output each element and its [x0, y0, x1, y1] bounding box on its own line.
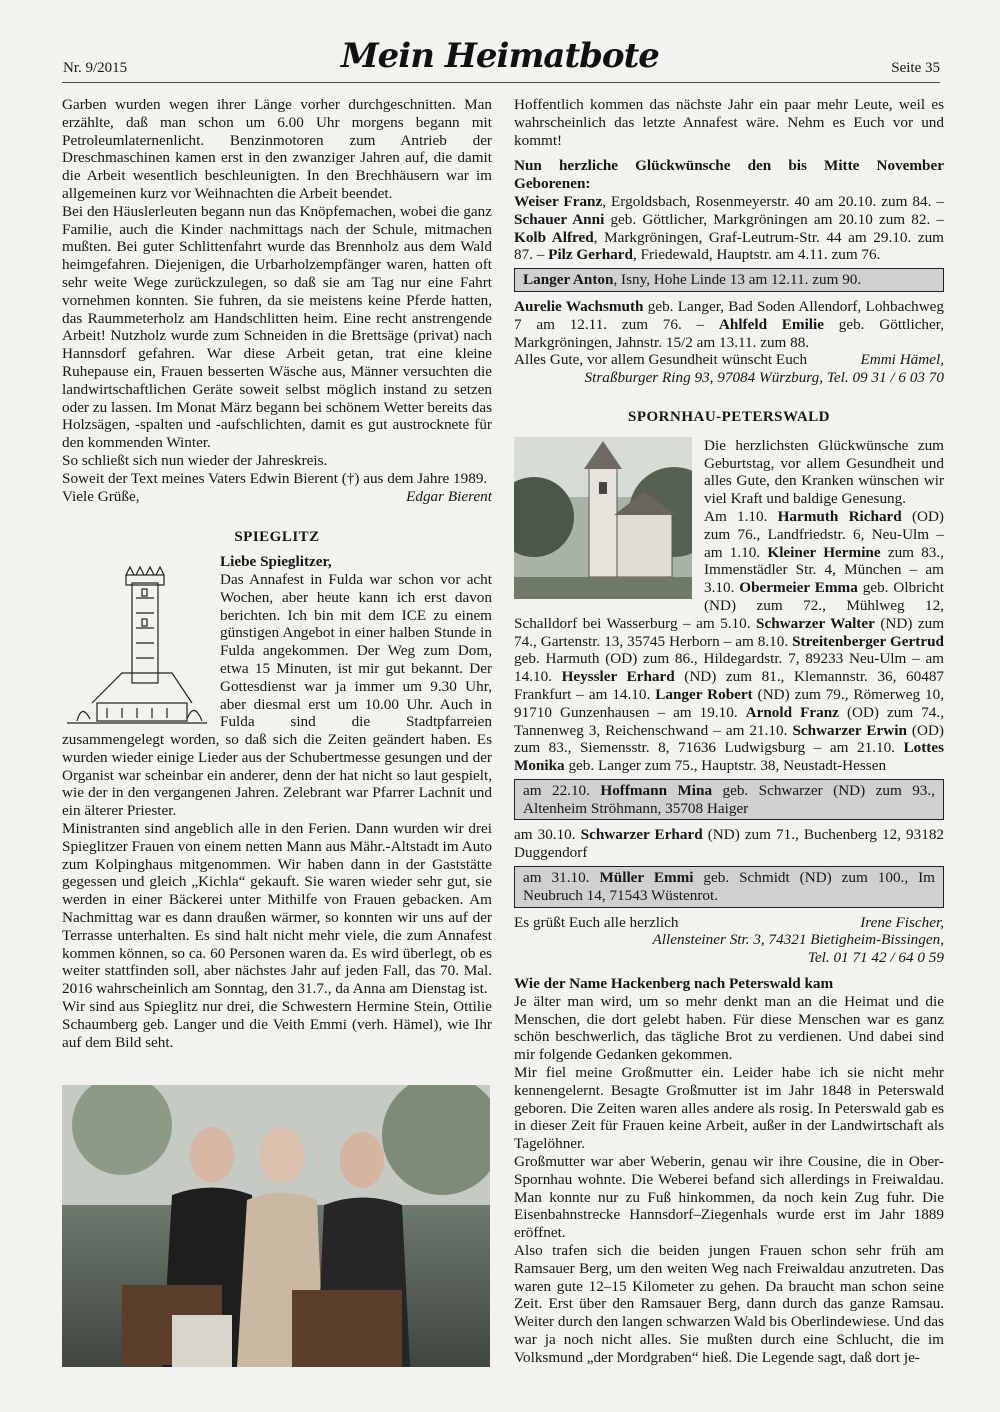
birthday-text: (OD) zum 74., Tannenweg 3, Reichenschwand – am 21.10. [514, 703, 944, 739]
birthday-text: geb. Göttlicher, Markgröningen am 20.10 zum 82. – [604, 210, 945, 228]
highlight-box [514, 866, 944, 908]
birthday-text: (ND) zum 81., Klemannstr. 36, 60487 Frankfurt – am 14.10. [514, 668, 945, 703]
paragraph: Garben wurden wegen ihrer Länge vorher durchgeschnitten. Man erzählte, daß man schon um 6.00 Uhr morgens begann mit Petroleumlaternenlicht. Benzinmotoren zum Antrieb der Dreschmaschinen kamen erst in den zwanziger Jahren auf, die damit die Arbeit wesentlich beschleunigten. In den Brechhäusern war im allgemeinen kurz vor Weihnachten die Arbeit beendet. [62, 96, 492, 202]
person-name: Langer Robert [655, 685, 753, 703]
paragraph: Soweit der Text meines Vaters Edwin Bierent (†) aus dem Jahre 1989. [62, 469, 488, 487]
greeting: Viele Grüße, [62, 487, 140, 505]
paragraph: Bei den Häuslerleuten begann nun das Knöpfemachen, wobei die ganz Familie, auch die Kinder nachmittags nach der Schule, mitmachen mußten. Bei guter Schlittenfahrt wurde das Brennholz aus dem Wald heimgefahren. Diejenigen, die Urbarholzempfänger waren, hatten oft sehr weite Wege zurückzulegen, so daß sie am Tag nur eine Fahrt vornehmen konnten. Sie fuhren, da sie meistens keine Pferde hatten, das Raummeterholz am Handschlitten heim. Eine recht anstrengende Arbeit! Nutzholz wurde zum Schneiden in die Brettsäge (privat) nach Hannsdorf gefahren. War diese Arbeit getan, trat eine kleine Ruhepause ein, Frauen besserten Wäsche aus, Männer versuchten die landwirtschaftlichen Geräte soweit selbst möglich instand zu setzen oder zu lassen. Im Monat März begann bei schönem Wetter bereits das Holzsägen, -spalten und -aufschlichten, damit es gut austrocknete für den kommenden Winter. [62, 202, 492, 452]
author-address: Allensteiner Str. 3, 74321 Bietigheim-Bissingen, [652, 931, 944, 949]
issue-number: Nr. 9/2015 [63, 60, 128, 76]
paragraph: Ministranten sind angeblich alle in den Ferien. Dann wurden wir drei Spieglitzer Frauen von einem netten Mann aus Mähr.-Altstadt im Auto zum Kolpinghaus mitgenommen. Wir haben dann in der Gaststätte gegessen und gleich „Kichla“ gekauft. Sie waren wieder sehr gut, sie werden in einer Bäckerei unter Mithilfe von Frauen gebacken. Am Nachmittag war es dann draußen wärmer, so konnten wir uns auf der Terrasse unterhalten. Es sind halt nicht mehr viele, die zum Annafest kommen können, so ca. 60 Personen waren da. Es wird überlegt, ob es weiter stattfinden soll, aber nächstes Jahr auf jeden Fall, das 70. Mal. 2016 wahrscheinlich am Sonntag, den 31.7., da Anna am Dienstag ist. [62, 820, 492, 998]
paragraph: Das Annafest in Fulda war schon vor acht Wochen, aber heute kann ich erst davon berichten. Ich bin mit dem ICE zu einem günstigen Angebot in einer halben Stunde in Fulda angekommen. Der Weg zum Dom, etwa 15 Minuten, ist mir gut bekannt. Der Gottesdienst war ja immer um 9.30 Uhr, aber diesmal erst um 10.00 Uhr. Auch in Fulda sind die Stadtpfarreien zusammengelegt worden, so daß sich die Zeiten geändert haben. Es wurden wieder einige Lieder aus der Schubertmesse gesungen und der Organist war scheinbar ein anderer, denn der hat nicht so laut gespielt, wie der in den vergangenen Jahren. Zelebrant war Pfarrer Lachnit und ein älterer Priester. [62, 570, 492, 820]
paragraph: Wir sind aus Spieglitz nur drei, die Schwestern Hermine Stein, Ottilie Schaumberg geb. Langer und die Veith Emmi (verh. Hämel), wie Ihr auf dem Bild seht. [62, 998, 492, 1051]
person-name: Lottes Monika [514, 739, 944, 775]
author-name: Emmi Hämel, [860, 351, 944, 369]
birthday-list [514, 826, 944, 862]
person-name: Müller Emmi [599, 869, 694, 887]
person-name: Schwarzer Erwin [792, 721, 907, 739]
article-title-hackenberg: Wie der Name Hackenberg nach Peterswald kam [514, 975, 834, 993]
birthday-text: , Friedewald, Hauptstr. am 4.11. zum 76. [632, 246, 881, 264]
person-name: Arnold Franz [745, 703, 839, 721]
author-address: Straßburger Ring 93, 97084 Würzburg, Tel. 09 31 / 6 03 70 [584, 369, 944, 387]
birthday-text: (OD) zum 83., Siemensstr. 8, 71636 Ludwigsburg – am 21.10. [514, 721, 944, 757]
birthday-text: am 22.10. [523, 781, 601, 799]
paragraph: Je älter man wird, um so mehr denkt man an die Heimat und die Menschen, die dort gelebt haben. Für diese Menschen war es ganz schön beschwerlich, das tägliche Brot zu verdienen. Und dabei sind mir folgende Gedanken gekommen. [514, 992, 944, 1064]
paragraph: Die herzlichsten Glückwünsche zum Geburtstag, vor allem Gesundheit und alles Gute, den Kranken wünschen wir viel Kraft und baldige Genesung. [704, 436, 944, 508]
person-name: Hoffmann Mina [600, 781, 713, 799]
person-name: Schwarzer Erhard [580, 826, 703, 844]
author-phone: Tel. 01 71 42 / 64 0 59 [807, 949, 944, 967]
birthday-list [514, 298, 944, 351]
person-name: Langer Anton [523, 271, 614, 289]
person-name: Heyssler Erhard [561, 668, 675, 686]
birthday-text: geb. Olbricht (ND) zum 72., Mühlweg 12, Schalldorf bei Wasserburg – am 5.10. [514, 579, 944, 632]
signature-line [514, 351, 944, 369]
person-name: Streitenberger Gertrud [792, 632, 944, 650]
paragraph: Großmutter war aber Weberin, genau wir ihre Cousine, die in Ober-Spornhau wohnte. Die Weberei befand sich allerdings in Freiwaldau. Man konnte nur zu Fuß hinkommen, da noch kein Zug fuhr. Die Eisenbahnstrecke Hannsdorf–Ziegenhals wurde erst im Jahr 1889 eröffnet. [514, 1153, 944, 1242]
section-title-spornhau: SPORNHAU-PETERSWALD [627, 408, 831, 425]
birthday-text: am 31.10. [523, 869, 600, 887]
birthday-text: (ND) zum 71., Buchenberg 12, 93182 Duggendorf [514, 826, 945, 862]
regards: Alles Gute, vor allem Gesundheit wünscht Euch [514, 351, 808, 369]
paragraph: So schließt sich nun wieder der Jahreskreis. [62, 451, 328, 469]
signature-line [514, 914, 944, 932]
spornhau-article [514, 437, 944, 967]
birthdays-heading: Nun herzliche Glückwünsche den bis Mitte November Geborenen: [514, 157, 944, 193]
person-name: Obermeier Emma [739, 579, 858, 597]
birthday-text: geb. Schmidt (ND) zum 100., Im Neubruch 14, 71543 Wüstenrot. [523, 869, 935, 904]
tower-drawing [62, 553, 212, 728]
birthday-list [514, 193, 944, 264]
salutation: Liebe Spieglitzer, [220, 553, 332, 571]
paragraph: Hoffentlich kommen das nächste Jahr ein paar mehr Leute, weil es wahrscheinlich das letzte Annafest wäre. Nehm es Euch vor und kommt! [514, 96, 944, 149]
person-name: Harmuth Richard [777, 507, 902, 525]
birthday-text: (OD) zum 76., Landfriedstr. 6, Neu-Ulm – am 1.10. [704, 507, 944, 561]
person-name: Schauer Anni [514, 210, 605, 228]
paragraph: Also trafen sich die beiden jungen Frauen schon sehr früh am Ramsauer Berg, um den weiten Weg nach Freiwaldau anzutreten. Das waren gute 12–15 Kilometer zu gehen. Da braucht man schon seine Zeit. Erst über den Ramsauer Berg, dann durch das ganze Ramsau. Weiter durch den langen schwarzen Wald bis Oberlindewiese. Und das war ja noch nicht alles. Sie mußten durch eine Schlucht, die im Volksmund „der Mordgraben“ hieß. Die Legende sagt, daß dort je- [514, 1242, 944, 1366]
page-number: Seite 35 [891, 60, 940, 76]
group-photo [62, 1085, 490, 1367]
person-name: Kolb Alfred [514, 228, 594, 246]
birthday-text: , Isny, Hohe Linde 13 am 12.11. zum 90. [613, 271, 862, 289]
birthday-text: (ND) zum 79., Römerweg 10, 91710 Gunzenhausen – am 19.10. [514, 685, 944, 721]
birthday-text: (ND) zum 74., Gartenstr. 13, 35745 Herborn – am 8.10. [514, 614, 945, 650]
church-photo [514, 437, 692, 599]
birthday-text: geb. Göttlicher, Markgröningen, Jahnstr. 15/2 am 13.11. zum 88. [514, 315, 945, 351]
birthday-text: , Markgröningen, Graf-Leutrum-Str. 44 am 29.10. zum 87. – [514, 228, 944, 264]
person-name: Kleiner Hermine [767, 543, 881, 561]
right-column [514, 96, 944, 1367]
birthday-text: geb. Langer, Bad Soden Allendorf, Lohbachweg 7 am 12.11. zum 76. – [514, 297, 945, 333]
section-title-spieglitz: SPIEGLITZ [234, 529, 320, 546]
birthday-text: am 30.10. [514, 826, 581, 844]
spieglitz-article [62, 553, 492, 1051]
author-name: Edgar Bierent [406, 487, 492, 505]
birthday-text: geb. Schwarzer (ND) zum 93., Altenheim Ströhmann, 35708 Haiger [523, 781, 935, 817]
signature-line [62, 488, 492, 506]
paragraph: Mir fiel meine Großmutter ein. Leider habe ich sie nicht mehr kennengelernt. Besagte Großmutter ist im Jahr 1848 in Peterswald geboren. Die Zeiten waren alles andere als rosig. In Peterswald gab es in dieser Zeit für Frauen keine Arbeit, außer in der Landwirtschaft als Tagelöhner. [514, 1064, 944, 1153]
birthday-text: Am 1.10. [704, 507, 778, 525]
birthday-text: geb. Harmuth (OD) zum 86., Hildegardstr. 7, 89233 Neu-Ulm – am 14.10. [514, 650, 944, 686]
birthday-text: geb. Langer zum 75., Hauptstr. 38, Neustadt-Hessen [564, 757, 887, 775]
highlight-box [514, 268, 944, 292]
person-name: Pilz Gerhard [548, 246, 633, 264]
masthead-logo: Mein Heimatbote [341, 36, 659, 76]
author-name: Irene Fischer, [860, 913, 944, 931]
person-name: Schwarzer Walter [756, 614, 875, 632]
header-rule [62, 82, 940, 83]
person-name: Weiser Franz [514, 192, 603, 210]
person-name: Aurelie Wachsmuth [514, 297, 644, 315]
photo-three-women [62, 1085, 490, 1367]
regards: Es grüßt Euch alle herzlich [514, 913, 679, 931]
left-column [62, 96, 492, 1051]
birthday-text: zum 83., Immenstädler Str. 4, München – am 3.10. [704, 543, 944, 597]
birthday-text: , Ergoldsbach, Rosenmeyerstr. 40 am 20.10. zum 84. – [602, 192, 944, 210]
person-name: Ahlfeld Emilie [718, 315, 824, 333]
highlight-box [514, 779, 944, 821]
